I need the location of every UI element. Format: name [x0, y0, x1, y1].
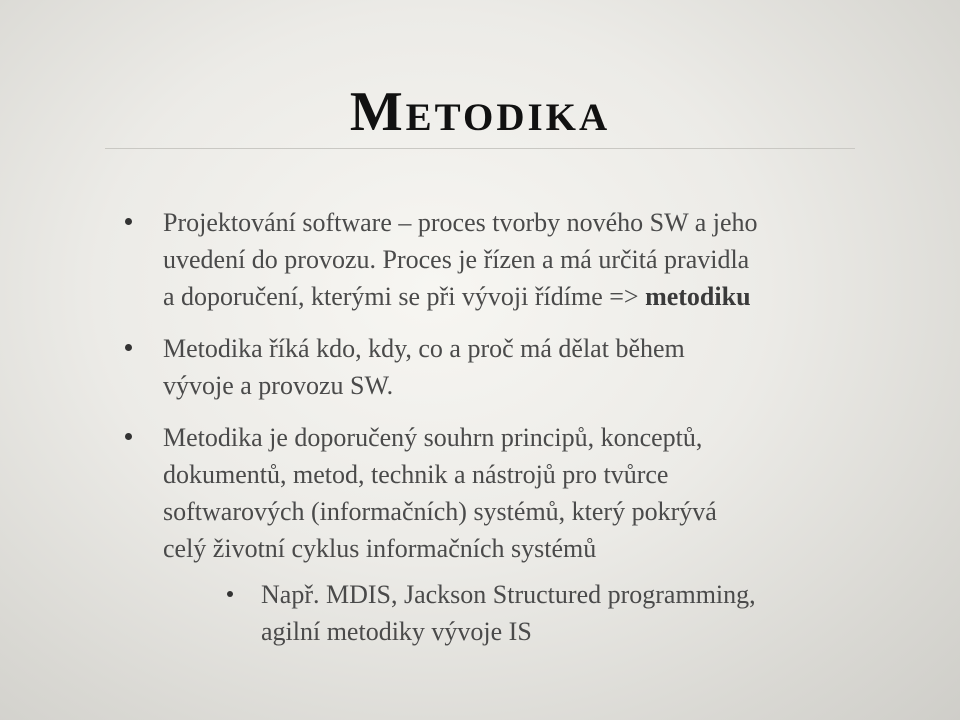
bullet-3-line-1: Metodika je doporučený souhrn principů, konceptů, [163, 423, 703, 452]
bullet-1-line-1: Projektování software – proces tvorby nového SW a jeho [163, 208, 758, 237]
sub-bullet-marker [227, 591, 233, 597]
bullet-3-line-4: celý životní cyklus informačních systémů [163, 534, 597, 563]
bullet-1-line-2: uvedení do provozu. Proces je řízen a má určitá pravidla [163, 245, 750, 274]
bullet-marker [125, 433, 132, 440]
bullet-2-line-2: vývoje a provozu SW. [163, 371, 394, 400]
bullet-3-line-3: softwarových (informačních) systémů, který pokrývá [163, 497, 717, 526]
slide-title: Metodika [349, 81, 611, 143]
bullet-marker [125, 218, 132, 225]
bullet-1-line-3-text: a doporučení, kterými se při vývoji řídíme => [163, 282, 639, 311]
title-divider [105, 148, 855, 149]
emphasis-metodiku: metodiku [645, 282, 751, 311]
sub-bullet-1-line-1: Např. MDIS, Jackson Structured programming, [261, 580, 756, 609]
bullet-item-2 [163, 330, 685, 404]
bullet-marker [125, 344, 132, 351]
sub-bullet-item-1 [261, 576, 756, 650]
bullet-1-line-3 [163, 278, 758, 315]
bullet-2-line-1: Metodika říká kdo, kdy, co a proč má dělat během [163, 334, 685, 363]
bullet-item-1 [163, 204, 758, 315]
sub-bullet-1-line-2: agilní metodiky vývoje IS [261, 617, 532, 646]
bullet-3-line-2: dokumentů, metod, technik a nástrojů pro tvůrce [163, 460, 669, 489]
bullet-item-3 [163, 419, 717, 567]
